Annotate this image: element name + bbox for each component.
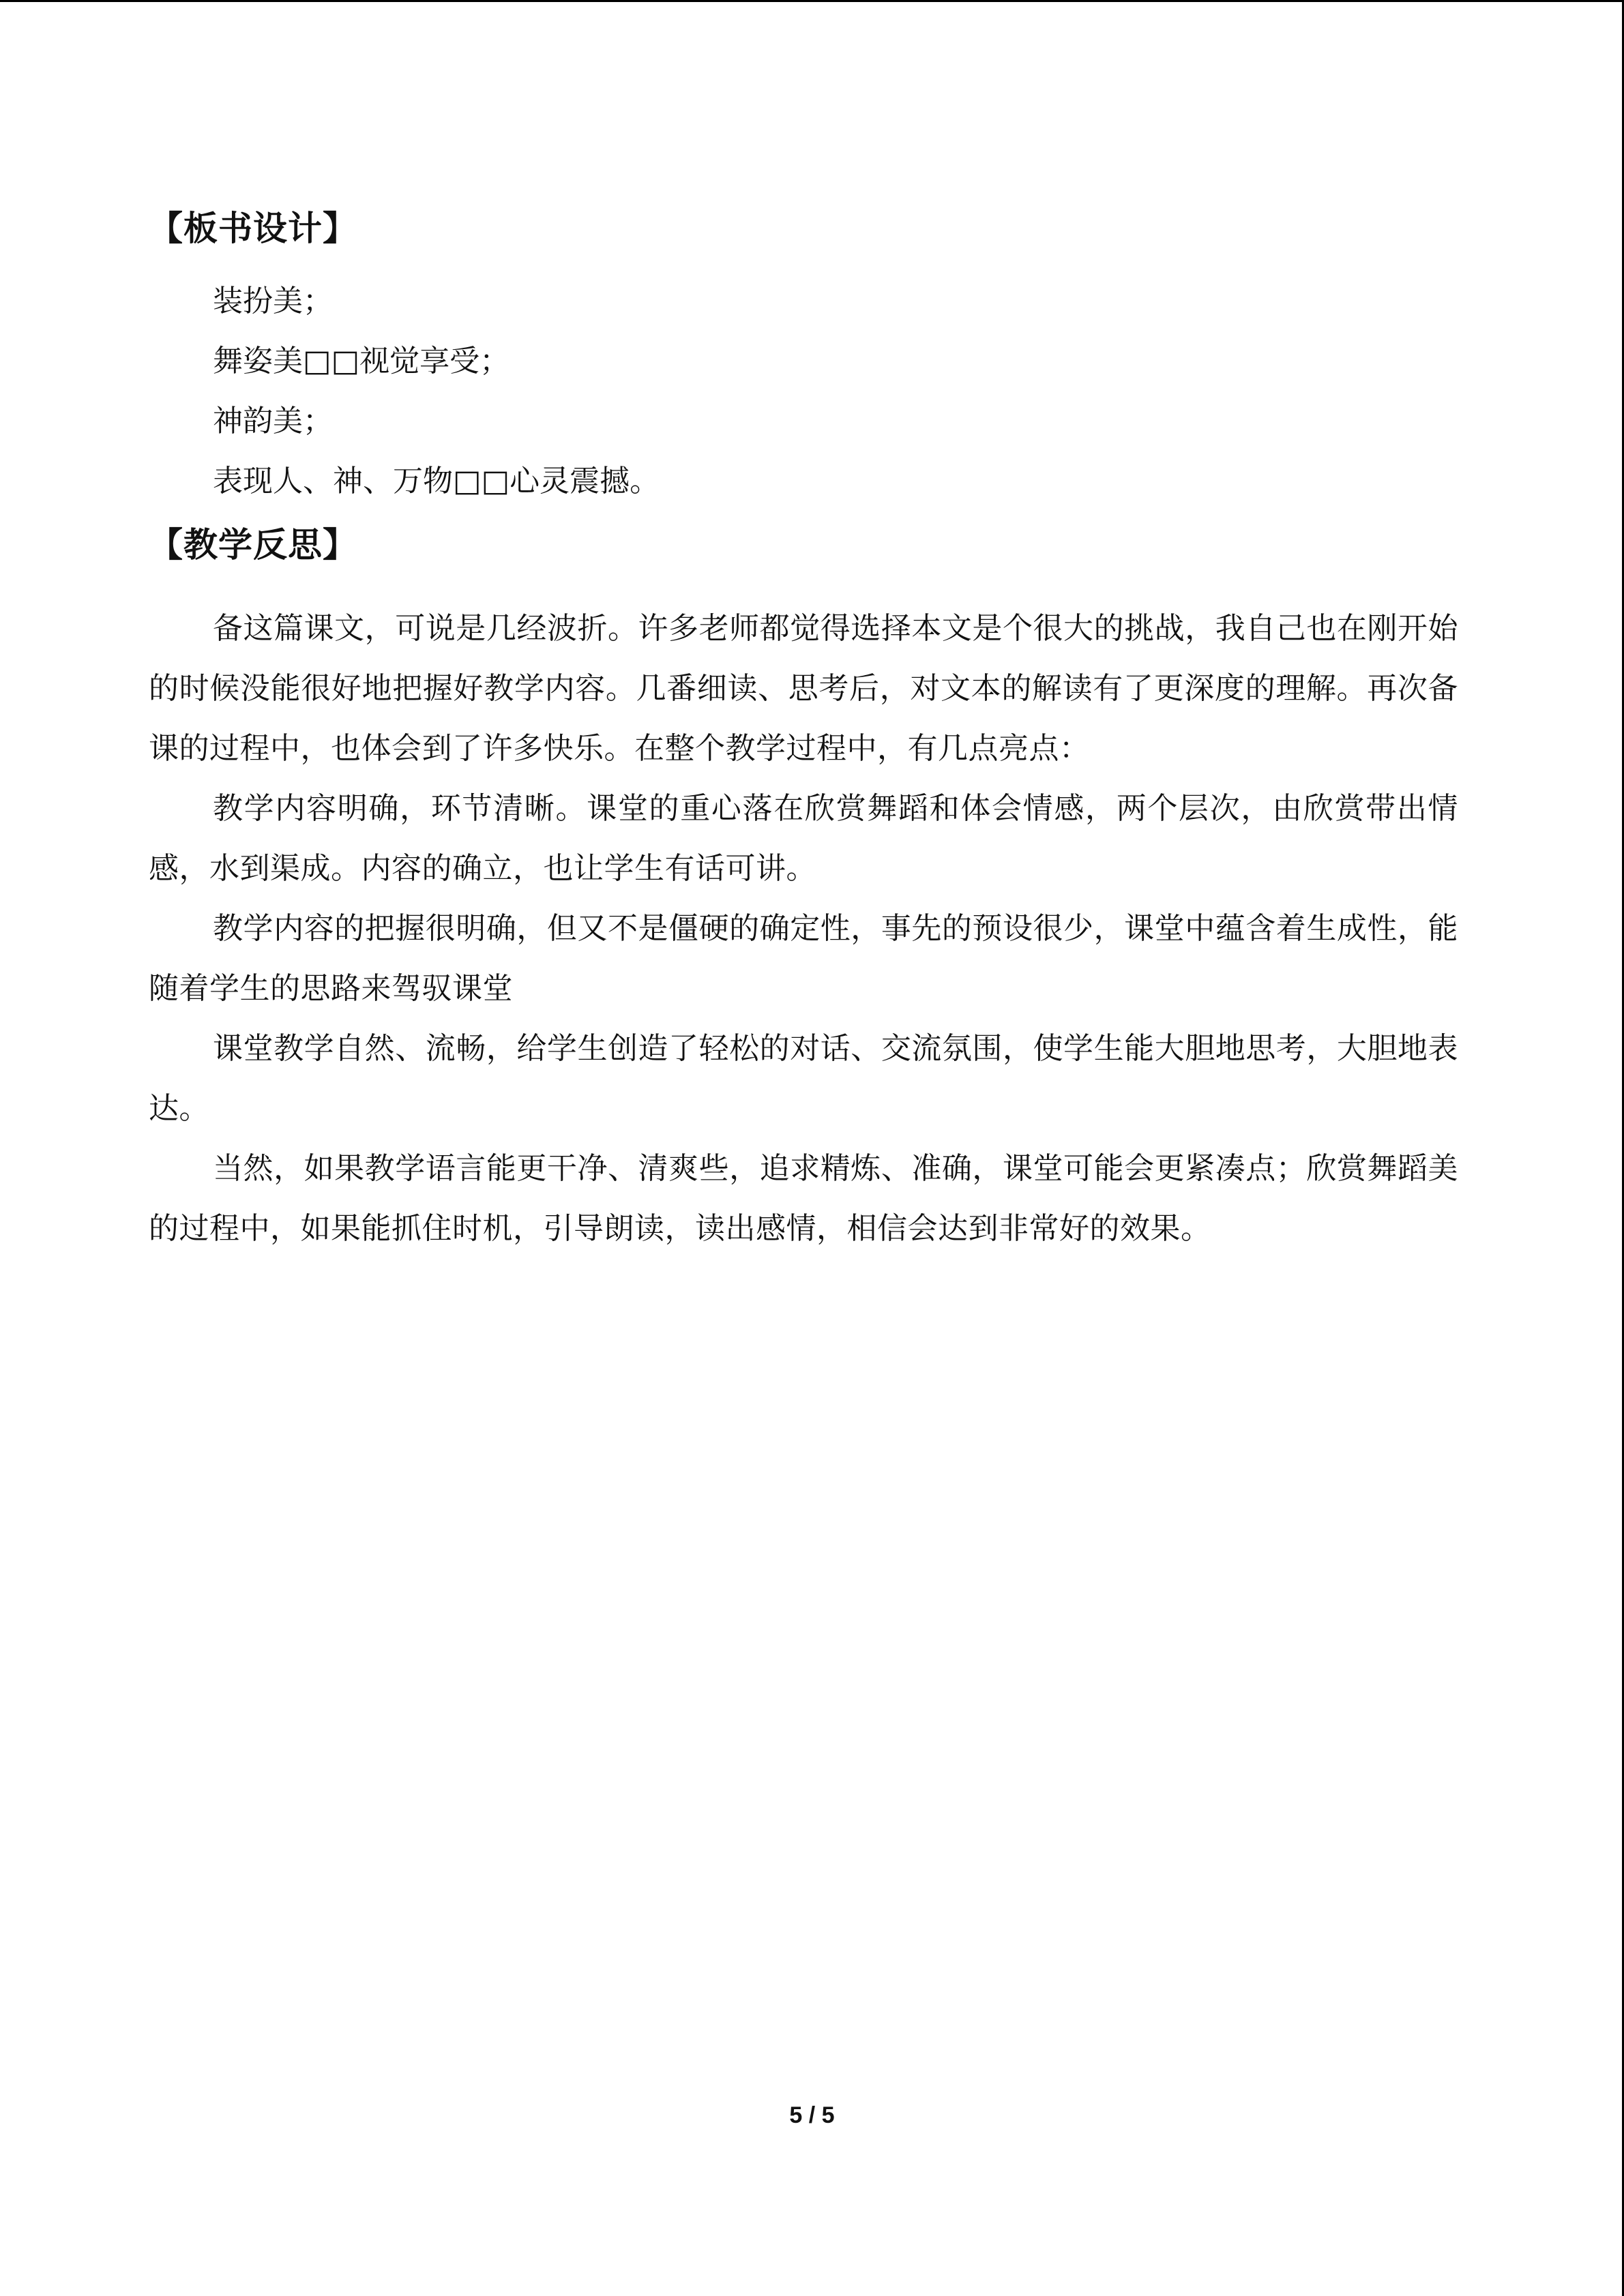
page-border-top xyxy=(0,0,1624,2)
reflection-text xyxy=(149,599,1458,1259)
reflection-heading: 【教学反思】 xyxy=(149,525,357,565)
board-line: 表现人、神、万物□□心灵震撼。 xyxy=(213,464,660,498)
board-line: 神韵美； xyxy=(213,404,333,438)
reflection-paragraph: 当然，如果教学语言能更干净、清爽些，追求精炼、准确，课堂可能会更紧凑点；欣赏舞蹈美的过程中，如果能抓住时机，引导朗读，读出感情，相信会达到非常好的效果。 xyxy=(149,1151,1458,1246)
board-design-heading: 【板书设计】 xyxy=(149,209,357,248)
board-line: 装扮美； xyxy=(213,284,333,318)
reflection-paragraph: 课堂教学自然、流畅，给学生创造了轻松的对话、交流氛围，使学生能大胆地思考，大胆地表达。 xyxy=(149,1031,1458,1126)
board-line: 舞姿美□□视觉享受； xyxy=(213,344,510,378)
page-number: 5 / 5 xyxy=(789,2102,835,2128)
board-design-list xyxy=(149,271,1458,511)
reflection-paragraph: 备这篇课文，可说是几经波折。许多老师都觉得选择本文是个很大的挑战，我自己也在刚开始的时候没能很好地把握好教学内容。几番细读、思考后，对文本的解读有了更深度的理解。再次备课的过程中，也体会到了许多快乐。在整个教学过程中，有几点亮点： xyxy=(149,611,1458,766)
reflection-paragraph: 教学内容明确，环节清晰。课堂的重心落在欣赏舞蹈和体会情感，两个层次，由欣赏带出情感，水到渠成。内容的确立，也让学生有话可讲。 xyxy=(149,791,1458,886)
reflection-paragraph: 教学内容的把握很明确，但又不是僵硬的确定性，事先的预设很少，课堂中蕴含着生成性，能随着学生的思路来驾驭课堂 xyxy=(149,911,1458,1006)
document-body xyxy=(149,205,1458,1259)
